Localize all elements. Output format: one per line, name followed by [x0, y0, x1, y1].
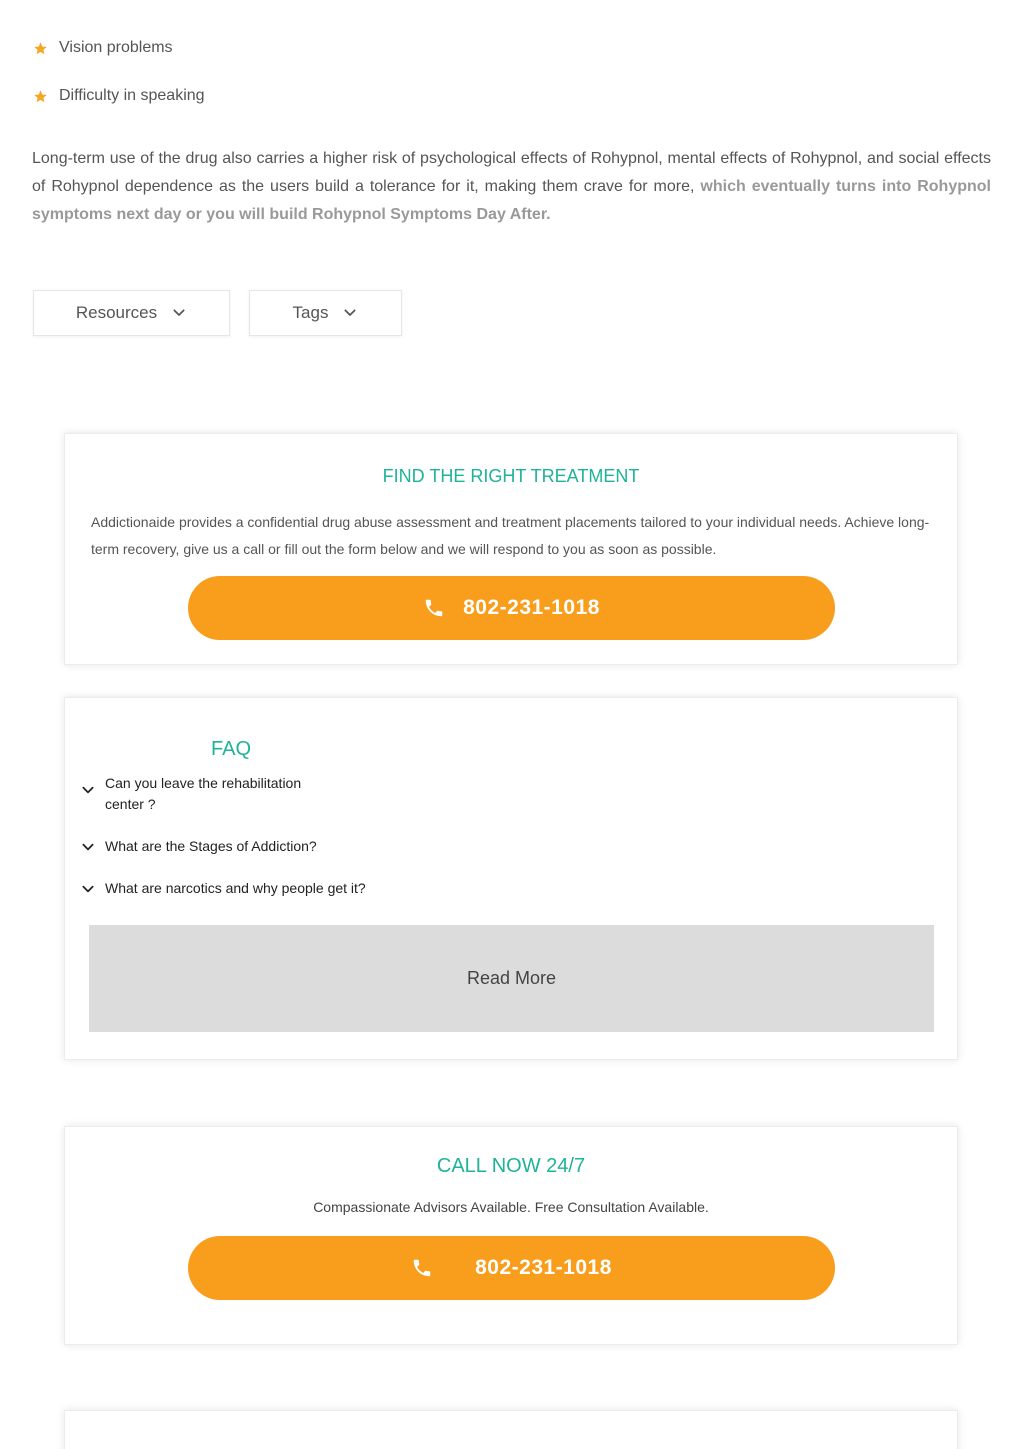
- call-phone-button[interactable]: [188, 1236, 835, 1300]
- chevron-down-icon: [81, 783, 95, 797]
- list-item: [32, 84, 992, 108]
- faq-item[interactable]: [81, 836, 317, 857]
- faq-card: [64, 697, 958, 1060]
- treatment-card: [64, 433, 958, 665]
- chevron-down-icon: [342, 305, 358, 321]
- call-card: [64, 1126, 958, 1345]
- faq-question: Can you leave the rehabilitation center ?: [105, 775, 302, 812]
- phone-icon: [423, 597, 445, 619]
- faq-item[interactable]: [81, 773, 341, 815]
- symptom-list: [32, 36, 992, 132]
- call-phone-button[interactable]: [188, 576, 835, 640]
- call-description: Compassionate Advisors Available. Free Consultation Available.: [313, 1199, 709, 1215]
- list-item: [32, 36, 992, 60]
- read-more-button[interactable]: Read More: [89, 925, 934, 1032]
- tags-dropdown-label: Tags: [292, 303, 329, 322]
- chevron-down-icon: [171, 305, 187, 321]
- treatment-description: Addictionaide provides a confidential drug abuse assessment and treatment placements tailored to your individual needs. Achieve long-term recovery, give us a call or fill out the form below and we will respond to you as soon as possible.: [91, 514, 930, 557]
- next-card: [64, 1410, 958, 1449]
- resources-dropdown-label: Resources: [75, 303, 158, 322]
- chevron-down-icon: [81, 882, 95, 896]
- call-title: CALL NOW 24/7: [436, 1155, 586, 1177]
- faq-question: What are narcotics and why people get it?: [105, 880, 366, 896]
- faq-title: FAQ: [211, 738, 252, 760]
- list-item-label: Vision problems: [59, 39, 173, 56]
- star-icon: [32, 88, 48, 104]
- phone-number: 802-231-1018: [463, 596, 600, 619]
- phone-number: 802-231-1018: [475, 1256, 612, 1279]
- faq-item[interactable]: [81, 878, 366, 899]
- phone-icon: [411, 1257, 433, 1279]
- faq-question: What are the Stages of Addiction?: [105, 838, 317, 854]
- resources-dropdown[interactable]: [33, 290, 230, 336]
- treatment-title: FIND THE RIGHT TREATMENT: [382, 466, 640, 486]
- list-item-label: Difficulty in speaking: [59, 87, 205, 104]
- paragraph-bold-text: which eventually turns into Rohypnol symptoms next day or you will build Rohypnol Symptoms Day After.: [32, 178, 991, 223]
- article-paragraph: [32, 145, 991, 229]
- star-icon: [32, 40, 48, 56]
- tags-dropdown[interactable]: [249, 290, 402, 336]
- paragraph-text: Long-term use of the drug also carries a higher risk of psychological effects of Rohypnol, mental effects of Rohypnol, and social effects of Rohypnol dependence as the users build a tolerance for it, making them crave for more,: [32, 150, 991, 195]
- chevron-down-icon: [81, 840, 95, 854]
